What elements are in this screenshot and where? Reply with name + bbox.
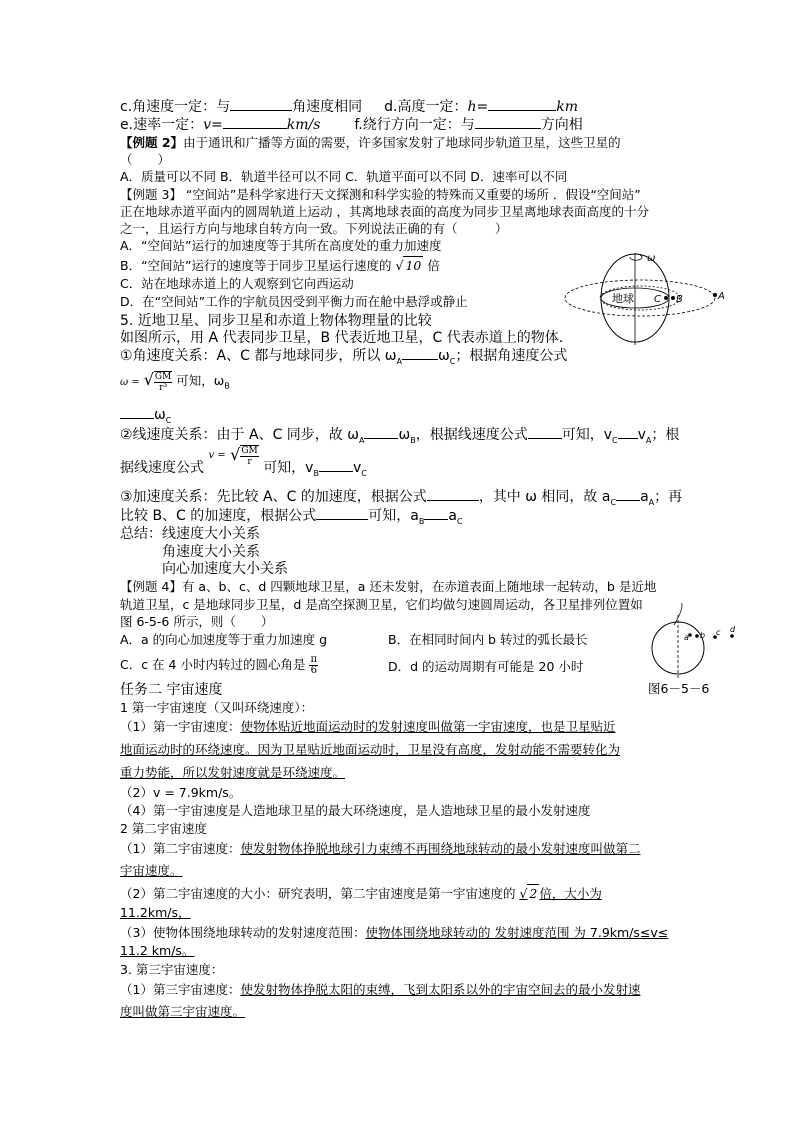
fill-blank[interactable]: [475, 115, 541, 129]
text: ω: [398, 427, 411, 443]
text-line: 重力势能，所以发射速度就是环绕速度。: [120, 765, 346, 780]
text-line: ②线速度关系：由于 A、C 同步，故 $\omega_A$ $\omega_B$，根据线速度公式 可知，$v_C$ $v_A$；根: [120, 427, 680, 445]
option-d: D．在“空间站”工作的宇航员因受到平衡力而在舱中悬浮或静止: [120, 294, 468, 309]
section-title: 5. 近地卫星、同步卫星和赤道上物体物理量的比较: [120, 313, 432, 329]
option-b: B．在相同时间内 b 转过的弧长最长: [388, 632, 588, 647]
text: ，根据线速度公式: [415, 427, 528, 443]
text: ③加速度关系：先比较 A、C 的加速度，根据公式: [120, 489, 427, 505]
text-line: 11.2 km/s。: [120, 943, 195, 958]
outer-orbit: [565, 280, 715, 316]
subsection-title: 1 第一宇宙速度（又叫环绕速度）：: [120, 700, 314, 715]
text: e.速率一定：: [120, 117, 204, 133]
text-line: 之一，且运行方向与地球自转方向一致。下列说法正确的有（ ）: [120, 221, 508, 236]
text-line: [120, 924, 668, 942]
summary-line: 总结：线速度大小关系: [120, 526, 260, 542]
text-line: ①角速度关系：A、C 都与地球同步，所以 $\omega_A$ $\omega_C$；根据角速度公式: [120, 348, 568, 366]
label-b: b: [700, 631, 706, 640]
text: 使发射物体挣脱地球引力束缚不再围绕地球转动的最小发射速度叫做第二: [240, 841, 641, 856]
option-b: B．“空间站”运行的速度等于同步卫星运行速度的 √ 10 倍: [120, 258, 440, 273]
text-line: [120, 97, 578, 117]
text: d.高度一定：: [384, 99, 468, 115]
label-b: B: [676, 294, 683, 305]
text: 使发射物体挣脱太阳的束缚，飞到太阳系以外的宇宙空间去的最小发射速: [240, 982, 641, 997]
option-a: A．“空间站”运行的加速度等于其所在高度处的重力加速度: [120, 238, 442, 253]
text: 可知，a: [368, 508, 419, 524]
point-b: [695, 634, 699, 638]
earth-label: 地球: [612, 292, 634, 305]
text: 使物体贴近地面运动时的发射速度叫做第一宇宙速度，也是卫星贴近: [240, 719, 616, 734]
text: （1）第一宇宙速度：: [120, 719, 241, 734]
text: ；根: [651, 427, 680, 443]
text-line: [120, 840, 640, 858]
fill-blank[interactable]: [402, 346, 438, 360]
denominator: r: [247, 457, 252, 467]
text-line: [120, 981, 640, 999]
formula-lhs: ω =: [120, 377, 140, 388]
omega-label: ω: [647, 253, 656, 264]
option-d: D．d 的运动周期有可能是 20 小时: [388, 659, 584, 674]
text: （1）第三宇宙速度：: [120, 982, 241, 997]
text: C．c 在 4 小时内转过的圆心角是: [120, 657, 306, 672]
omega-formula: ω = √ $\frac{GM}{\text{r³}}$ 可知，$\omega_B$: [120, 370, 230, 393]
fill-blank[interactable]: [488, 97, 556, 111]
text-line: $\omega_C$: [120, 405, 171, 431]
fill-blank[interactable]: [230, 97, 292, 111]
fill-blank[interactable]: [364, 425, 398, 439]
formula-lhs: v =: [208, 450, 226, 461]
option-c: C．站在地球赤道上的人观察到它向西运动: [120, 276, 354, 291]
options: A．质量可以不同 B．轨道半径可以不同 C．轨道平面可以不同 D．速率可以不同: [120, 169, 568, 184]
text: f.绕行方向一定：与: [354, 117, 475, 133]
denominator: r³: [159, 382, 168, 393]
text: v: [352, 460, 362, 476]
label-c: C: [654, 294, 661, 305]
answer-paren: （ ）: [120, 152, 171, 167]
point-a: [713, 293, 717, 297]
earth-orbit-figure: [560, 245, 750, 355]
text-line: ③加速度关系：先比较 A、C 的加速度，根据公式 ，其中 ω 相同，故 $a_C$ $a_A$；再: [120, 489, 683, 507]
unit: km: [556, 99, 579, 115]
text: ，其中 ω 相同，故 a: [478, 489, 611, 505]
text-line: 度叫做第三宇宙速度。: [120, 1004, 246, 1019]
text-line: （2）第二宇宙速度的大小：研究表明，第二宇宙速度是第一宇宙速度的 √ 2 倍，大小为: [120, 886, 602, 901]
text: 由于通讯和广播等方面的需要，许多国家发射了地球同步轨道卫星，这些卫星的: [183, 135, 621, 150]
text: ω: [154, 407, 166, 423]
text: v=: [203, 117, 223, 133]
subsection-title: 3. 第三宇宙速度：: [120, 962, 224, 977]
fill-blank[interactable]: [223, 115, 287, 129]
text: 比较 B、C 的加速度，根据公式: [120, 508, 317, 524]
summary-line: 角速度大小关系: [162, 544, 260, 560]
text: a: [640, 489, 649, 505]
text: ；根据角速度公式: [455, 348, 568, 364]
text-line: 轨道卫星，c 是地球同步卫星，d 是高空探测卫星，它们均做匀速圆周运动，各卫星排列位置如: [120, 597, 643, 612]
text-line: 据线速度公式 v = √ $\frac{GM}{r}$ 可知，$v_B$ $v_C$: [120, 445, 367, 478]
figure-caption: 图6－5－6: [648, 681, 710, 696]
text: a: [448, 508, 457, 524]
text-line: 比较 B、C 的加速度，根据公式 可知，$a_B$ $a_C$: [120, 508, 463, 526]
text: ①角速度关系：A、C 都与地球同步，所以 ω: [120, 348, 397, 364]
subsection-title: 2 第二宇宙速度: [120, 821, 207, 836]
fill-blank[interactable]: [319, 458, 353, 472]
fill-blank[interactable]: [316, 506, 368, 520]
unit: km/s: [286, 117, 321, 133]
denominator: 6: [310, 665, 317, 676]
text-line: 如图所示，用 A 代表同步卫星，B 代表近地卫星，C 代表赤道上的物体.: [120, 330, 564, 346]
text: ②线速度关系：由于 A、C 同步，故 ω: [120, 427, 359, 443]
text: B．“空间站”运行的速度等于同步卫星运行速度的: [120, 258, 392, 273]
text: 可知，ω: [176, 373, 225, 388]
label-a: a: [684, 633, 689, 642]
text-line: 正在地球赤道平面内的圆周轨道上运动 ，其离地球表面的高度为同步卫星离地球表面高度的十分: [120, 204, 649, 219]
text-line: 图 6-5-6 所示，则（ ）: [120, 614, 274, 629]
text: 可知，v: [263, 460, 314, 476]
numerator: GM: [154, 371, 172, 382]
fill-blank[interactable]: [427, 487, 479, 501]
label-c: c: [716, 628, 721, 637]
text: h=: [467, 99, 489, 115]
label-d: d: [730, 625, 736, 634]
example-3-text: 【例题 3】 “空间站”是科学家进行天文探测和科学实验的特殊而又重要的场所 ．假设“空间站”: [120, 187, 641, 202]
text-line: 地面运动时的环绕速度。因为卫星贴近地面运动时，卫星没有高度，发射动能不需要转化为: [120, 742, 621, 757]
text-line: [120, 718, 615, 736]
fill-blank[interactable]: [424, 506, 448, 520]
point-b: [671, 296, 675, 300]
text: 使物体围绕地球转动的 发射速度范围 为 7.9km/s≤v≤: [365, 925, 669, 940]
point-d: [730, 634, 734, 638]
example-4-text: 【例题 4】有 a、b、c、d 四颗地球卫星，a 还未发射，在赤道表面上随地球一起转动，b 是近地: [120, 579, 657, 594]
fill-blank[interactable]: [618, 425, 638, 439]
text: 倍，大小为: [539, 886, 602, 901]
text-line: （4）第一宇宙速度是人造地球卫星的最大环绕速度，是人造地球卫星的最小发射速度: [120, 803, 591, 818]
sqrt-value: 10: [405, 258, 422, 273]
text: 可知，v: [561, 427, 612, 443]
text: （1）第二宇宙速度：: [120, 841, 241, 856]
text: （3）使物体围绕地球转动的发射速度范围：: [120, 925, 366, 940]
section-title: 任务二 宇宙速度: [120, 682, 223, 698]
text-line: （2）v = 7.9km/s。: [120, 785, 242, 800]
label-a: A: [718, 291, 725, 302]
text: （2）第二宇宙速度的大小：研究表明，第二宇宙速度是第一宇宙速度的: [120, 886, 516, 901]
text: 据线速度公式: [120, 460, 204, 476]
text: v: [637, 427, 646, 443]
text: ；再: [654, 489, 683, 505]
option-a: A．a 的向心加速度等于重力加速度 g: [120, 632, 328, 647]
text-line: [120, 115, 583, 135]
text-line: 宇宙速度。: [120, 863, 183, 878]
fill-blank[interactable]: [616, 487, 640, 501]
sqrt-value: 2: [529, 886, 538, 901]
numerator: π: [310, 654, 318, 665]
fill-blank[interactable]: [528, 425, 562, 439]
text: ω: [438, 348, 450, 364]
text: c.角速度一定：与: [120, 99, 231, 115]
text-line: 11.2km/s，: [120, 905, 191, 920]
summary-line: 向心加速度大小关系: [162, 561, 288, 577]
fill-blank[interactable]: [120, 405, 154, 419]
numerator: GM: [241, 446, 258, 456]
example-label: 【例题 2】: [120, 135, 184, 150]
satellite-figure: [640, 603, 760, 683]
text: 角速度相同: [292, 99, 363, 115]
option-c: [120, 655, 318, 676]
point-c: [664, 296, 668, 300]
text: 方向相: [540, 117, 583, 133]
rotation-arrow: [630, 255, 642, 260]
example-2-title: [120, 134, 621, 152]
text: 倍: [427, 258, 440, 273]
